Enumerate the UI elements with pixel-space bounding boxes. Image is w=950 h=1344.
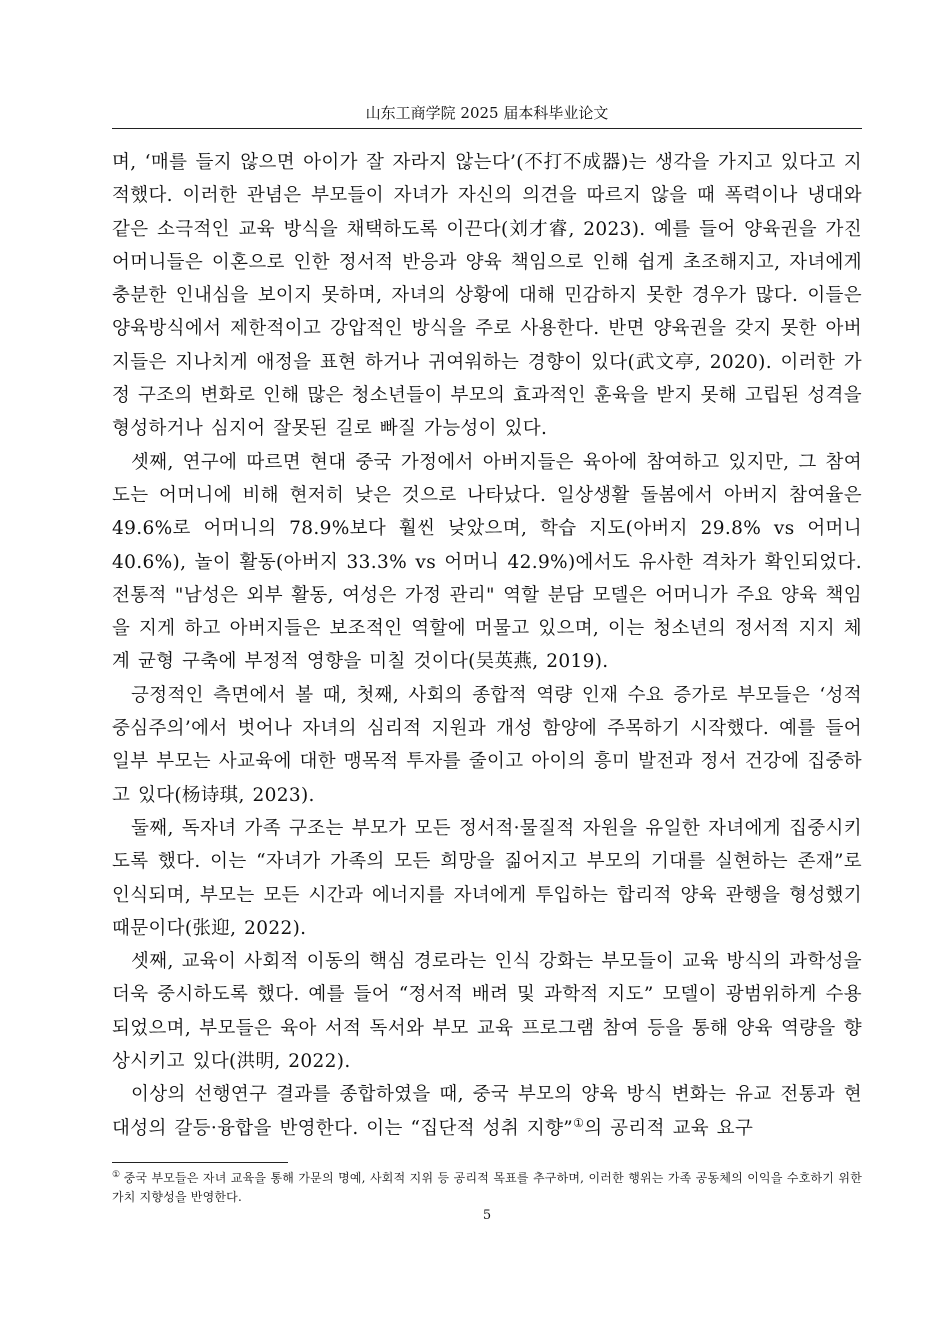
paragraph-summary [112,1078,862,1145]
paragraph-third-point: 셋째, 연구에 따르면 현대 중국 가정에서 아버지들은 육아에 참여하고 있지만, 그 참여도는 어머니에 비해 현저히 낮은 것으로 나타났다. 일상생활 돌봄에서 아버지 참여율은 49.6%로 어머니의 78.9%보다 훨씬 낮았으며, 학습 지도(아버지 29.8% vs 어머니 40.6%), 놀이 활동(아버지 33.3% vs 어머니 42.9%)에서도 유사한 격차가 확인되었다. 전통적 "남성은 외부 활동, 여성은 가정 관리" 역할 분담 모델은 어머니가 주요 양육 책임을 지게 하고 아버지들은 보조적인 역할에 머물고 있으며, 이는 청소년의 정서적 지지 체계 균형 구축에 부정적 영향을 미칠 것이다(吴英燕, 2019). [112,451,862,673]
footnote-text: 중국 부모들은 자녀 교육을 통해 가문의 명예, 사회적 지위 등 공리적 목표를 추구하며, 이러한 행위는 가족 공동체의 이익을 수호하기 위한 가치 지향성을 반영한다. [112,1171,862,1204]
paragraph-positive-first: 긍정적인 측면에서 볼 때, 첫째, 사회의 종합적 역량 인재 수요 증가로 부모들은 ‘성적 중심주의’에서 벗어나 자녀의 심리적 지원과 개성 함양에 주목하기 시작했다. 예를 들어 일부 부모는 사교육에 대한 맹목적 투자를 줄이고 아이의 흥미 발전과 정서 건강에 집중하고 있다(杨诗琪, 2023). [112,684,862,806]
page-number: 5 [482,1208,492,1223]
footnote [112,1169,862,1207]
paragraph-positive-third: 셋째, 교육이 사회적 이동의 핵심 경로라는 인식 강화는 부모들이 교육 방식의 과학성을 더욱 중시하도록 했다. 예를 들어 “정서적 배려 및 과학적 지도” 모델이 광범위하게 수용되었으며, 부모들은 육아 서적 독서와 부모 교육 프로그램 참여 등을 통해 양육 역량을 향상시키고 있다(洪明, 2022). [112,951,862,1073]
paragraph-positive-second: 둘째, 독자녀 가족 구조는 부모가 모든 정서적·물질적 자원을 유일한 자녀에게 집중시키도록 했다. 이는 “자녀가 가족의 모든 희망을 짊어지고 부모의 기대를 실현하는 존재”로 인식되며, 부모는 모든 시간과 에너지를 자녀에게 투입하는 합리적 양육 관행을 형성했기 때문이다(张迎, 2022). [112,817,862,939]
header-rule [112,128,862,129]
running-header: 山东工商学院 2025 届本科毕业论文 [365,104,609,122]
footnote-mark: ① [112,1170,121,1180]
footnote-rule [112,1162,288,1163]
footnote-reference[interactable]: ① [573,1115,585,1130]
body-text [112,146,862,1145]
summary-text-after-note: 의 공리적 교육 요구 [584,1117,754,1139]
summary-text-before-note: 이상의 선행연구 결과를 종합하였을 때, 중국 부모의 양육 방식 변화는 유교 전통과 현대성의 갈등·융합을 반영한다. 이는 “집단적 성취 지향” [112,1084,862,1139]
paragraph-continued: 며, ‘매를 들지 않으면 아이가 잘 자라지 않는다’(不打不成器)는 생각을 가지고 있다고 지적했다. 이러한 관념은 부모들이 자녀가 자신의 의견을 따르지 않을 때 폭력이나 냉대와 같은 소극적인 교육 방식을 채택하도록 이끈다(刘才睿, 2023). 예를 들어 양육권을 가진 어머니들은 이혼으로 인한 정서적 반응과 양육 책임으로 인해 쉽게 초조해지고, 자녀에게 충분한 인내심을 보이지 못하며, 자녀의 상황에 대해 민감하지 못한 경우가 많다. 이들은 양육방식에서 제한적이고 강압적인 방식을 주로 사용한다. 반면 양육권을 갖지 못한 아버지들은 지나치게 애정을 표현 하거나 귀여워하는 경향이 있다(武文亭, 2020). 이러한 가정 구조의 변화로 인해 많은 청소년들이 부모의 효과적인 훈육을 받지 못해 고립된 성격을 형성하거나 심지어 잘못된 길로 빠질 가능성이 있다. [112,152,862,440]
